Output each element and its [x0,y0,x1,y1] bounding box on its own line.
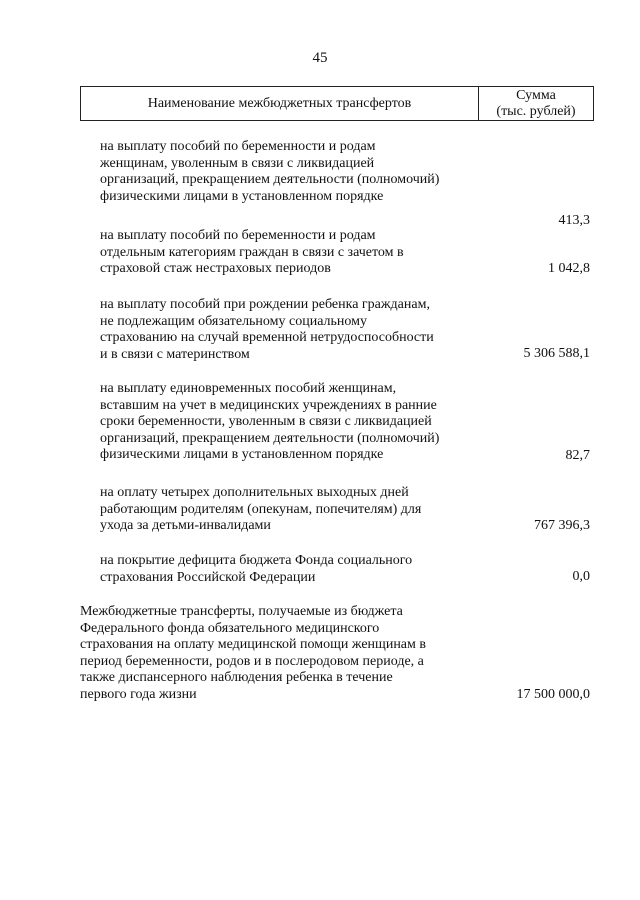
row-line: не подлежащим обязательному социальному [100,313,368,329]
row-line: первого года жизни [80,686,197,702]
row-amount: 5 306 588,1 [523,346,590,361]
row-line: Федерального фонда обязательного медицинского [80,620,380,636]
header-name-column: Наименование межбюджетных трансфертов [81,87,479,120]
row-line: женщинам, уволенным в связи с ликвидацией [100,155,375,171]
row-line: страхованию на случай временной нетрудоспособности [100,330,434,345]
row-line: на выплату пособий по беременности и родам [100,228,376,243]
row-line: Межбюджетные трансферты, получаемые из бюджета [80,604,403,619]
row-line: физическими лицами в установленном порядке [100,447,384,462]
row-amount: 1 042,8 [548,261,590,276]
row-amount: 767 396,3 [534,518,590,533]
table-row [100,139,590,234]
row-line: отдельным категориям граждан в связи с зачетом в [100,244,404,260]
row-line: страховой стаж нестраховых периодов [100,261,331,276]
row-description [100,297,434,363]
row-amount: 413,3 [558,213,590,228]
row-line: на выплату пособий по беременности и родам [100,139,376,154]
row-line: и в связи с материнством [100,346,250,362]
row-description [100,485,421,535]
row-description [80,604,426,703]
table-row [100,485,590,535]
row-line: работающим родителям (опекунам, попечителям) для [100,501,422,517]
row-line: организаций, прекращением деятельности (полномочий) [100,172,440,187]
header-sum-column [479,87,593,120]
table-row [100,297,590,364]
row-line: вставшим на учет в медицинских учреждениях в ранние [100,397,437,413]
row-line: сроки беременности, уволенным в связи с ликвидацией [100,414,432,429]
table-row [100,228,590,278]
row-line: страхования Российской Федерации [100,569,316,585]
row-line: страхования на оплату медицинской помощи женщинам в [80,637,426,652]
page-number: 45 [312,50,328,66]
row-line: на выплату пособий при рождении ребенка гражданам, [100,297,430,312]
row-line: физическими лицами в установленном порядке [100,188,384,204]
row-amount: 17 500 000,0 [516,687,590,702]
row-line: на выплату единовременных пособий женщинам, [100,381,397,396]
table-row [100,381,590,465]
row-line: ухода за детьми-инвалидами [100,518,271,533]
table-header [80,86,594,121]
row-line: на оплату четырех дополнительных выходных дней [100,485,409,500]
row-line: также диспансерного наблюдения ребенка в течение [80,670,393,685]
row-amount: 82,7 [565,448,590,463]
row-description [100,381,439,464]
table-row-total [80,604,590,704]
row-line: организаций, прекращением деятельности (полномочий) [100,430,440,446]
row-line: период беременности, родов и в послеродовом периоде, а [80,653,424,669]
row-amount: 0,0 [572,569,590,584]
row-description [100,553,412,586]
header-sum-unit: (тыс. рублей) [496,103,576,119]
header-sum-label: Сумма [516,87,556,103]
row-description [100,139,439,205]
row-description [100,228,404,278]
table-row [100,553,590,587]
row-line: на покрытие дефицита бюджета Фонда социального [100,553,413,568]
